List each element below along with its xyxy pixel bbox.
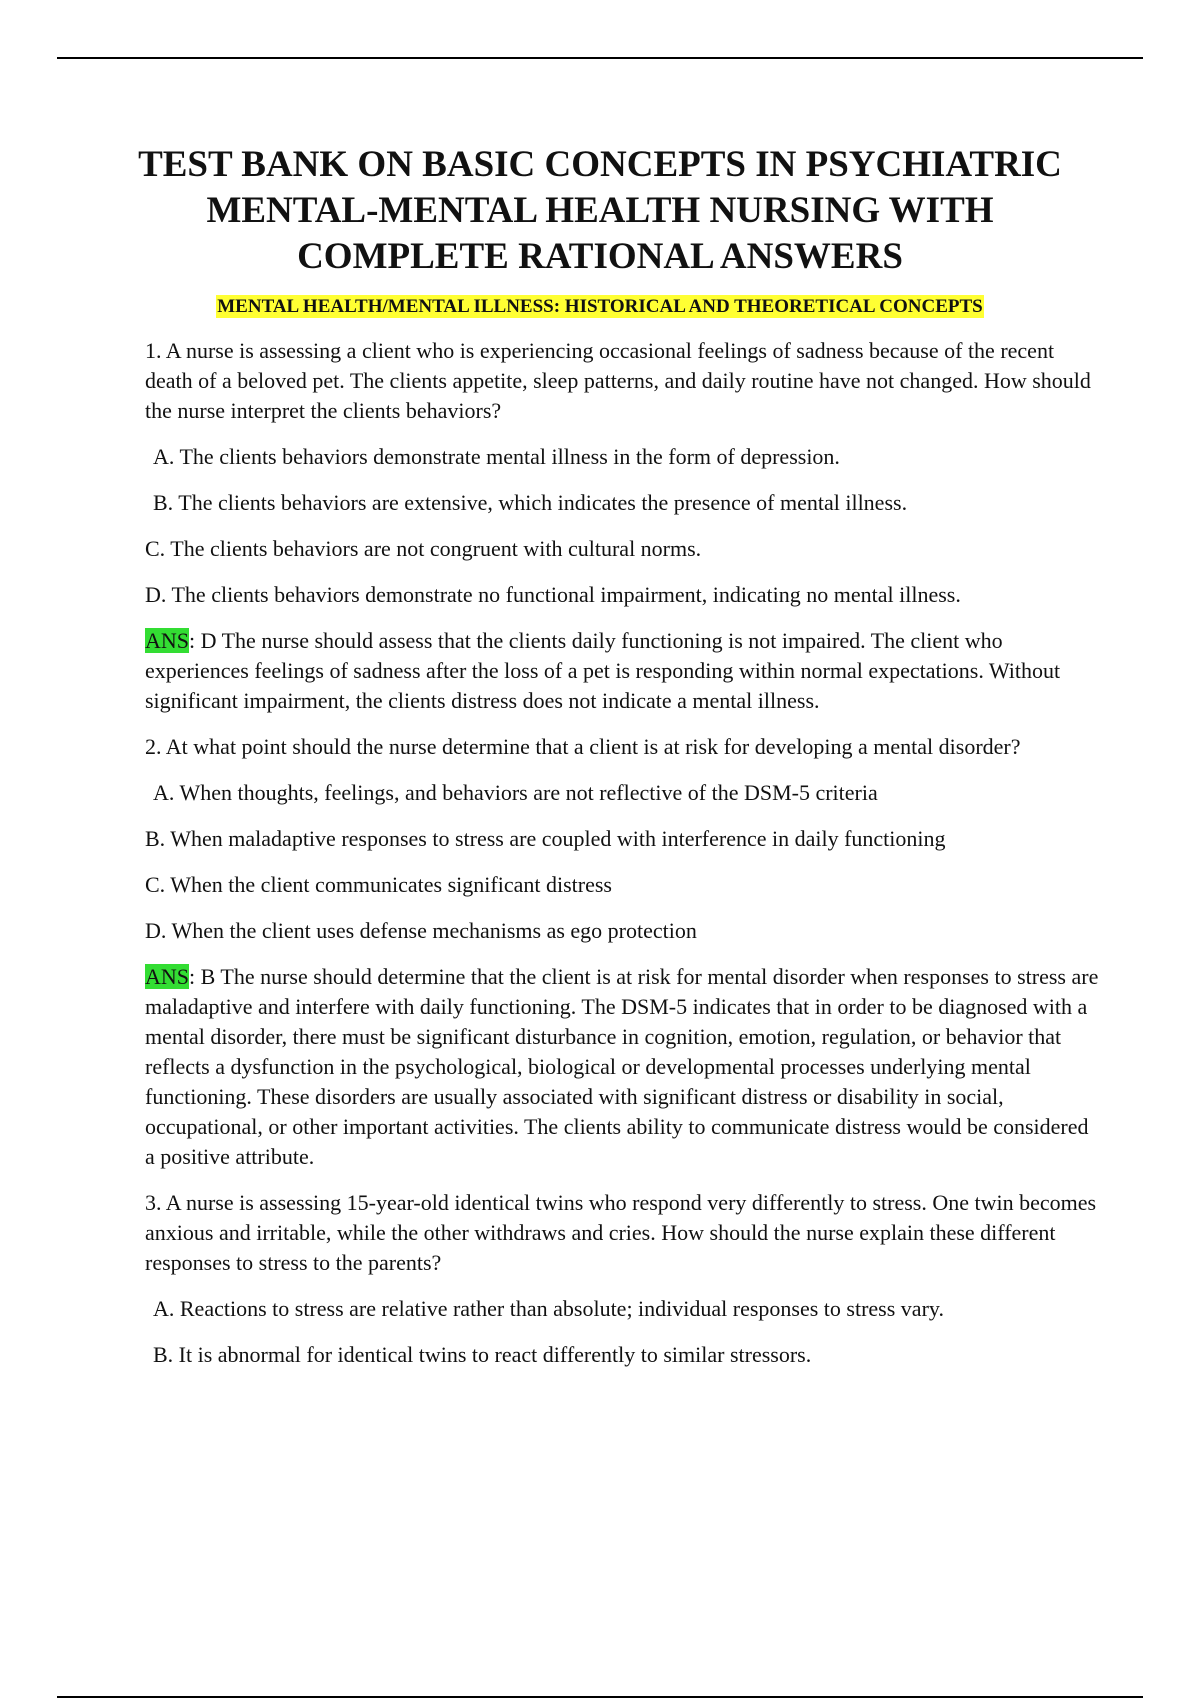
question-1-stem: 1. A nurse is assessing a client who is experiencing occasional feelings of sadness because of the recent death of a beloved pet. The clients appetite, sleep patterns, and daily routine have not changed. How should the nurse interpret the clients behaviors? <box>145 338 1091 423</box>
answer-tag: ANS <box>145 628 190 653</box>
question-1-answer <box>145 626 1100 716</box>
question-1-option-d: D. The clients behaviors demonstrate no functional impairment, indicating no mental illness. <box>145 582 961 607</box>
question-2-option-d: D. When the client uses defense mechanisms as ego protection <box>145 918 697 943</box>
question-2-option-a: A. When thoughts, feelings, and behaviors are not reflective of the DSM-5 criteria <box>153 780 878 805</box>
section-heading-text: MENTAL HEALTH/MENTAL ILLNESS: HISTORICAL AND THEORETICAL CONCEPTS <box>217 296 983 317</box>
question-2-answer <box>145 962 1100 1172</box>
question-3-stem: 3. A nurse is assessing 15-year-old identical twins who respond very differently to stress. One twin becomes anxious and irritable, while the other withdraws and cries. How should the nurse explain these different responses to stress to the parents? <box>145 1190 1097 1275</box>
question-1-option-a: A. The clients behaviors demonstrate mental illness in the form of depression. <box>153 444 840 469</box>
question-1-rationale: : D The nurse should assess that the clients daily functioning is not impaired. The client who experiences feelings of sadness after the loss of a pet is responding within normal expectations. Without significant impairment, the clients distress does not indicate a mental illness. <box>145 628 1061 713</box>
question-2-option-c: C. When the client communicates significant distress <box>145 872 612 897</box>
bottom-rule <box>57 1696 1143 1698</box>
title-line-3: COMPLETE RATIONAL ANSWERS <box>297 236 903 277</box>
question-2-rationale: : B The nurse should determine that the client is at risk for mental disorder when responses to stress are maladaptive and interfere with daily functioning. The DSM-5 indicates that in order to be diagnosed with a mental disorder, there must be significant disturbance in cognition, emotion, regulation, or behavior that reflects a dysfunction in the psychological, biological or developmental processes underlying mental functioning. These disorders are usually associated with significant distress or disability in social, occupational, or other important activities. The clients ability to communicate distress would be considered a positive attribute. <box>145 964 1099 1169</box>
top-rule <box>57 57 1143 59</box>
document-title <box>100 142 1100 280</box>
question-1-option-c: C. The clients behaviors are not congruent with cultural norms. <box>145 536 702 561</box>
section-heading <box>100 295 1100 319</box>
question-2-option-b: B. When maladaptive responses to stress are coupled with interference in daily functioning <box>145 826 946 851</box>
question-3-option-a: A. Reactions to stress are relative rather than absolute; individual responses to stress vary. <box>153 1296 944 1321</box>
document-body <box>145 336 1100 1386</box>
answer-tag: ANS <box>145 964 190 989</box>
question-3-option-b: B. It is abnormal for identical twins to react differently to similar stressors. <box>153 1342 812 1367</box>
question-1-option-b: B. The clients behaviors are extensive, which indicates the presence of mental illness. <box>153 490 908 515</box>
title-line-1: TEST BANK ON BASIC CONCEPTS IN PSYCHIATRIC <box>138 144 1062 185</box>
question-2-stem: 2. At what point should the nurse determine that a client is at risk for developing a mental disorder? <box>145 734 1021 759</box>
title-line-2: MENTAL-MENTAL HEALTH NURSING WITH <box>206 190 994 231</box>
